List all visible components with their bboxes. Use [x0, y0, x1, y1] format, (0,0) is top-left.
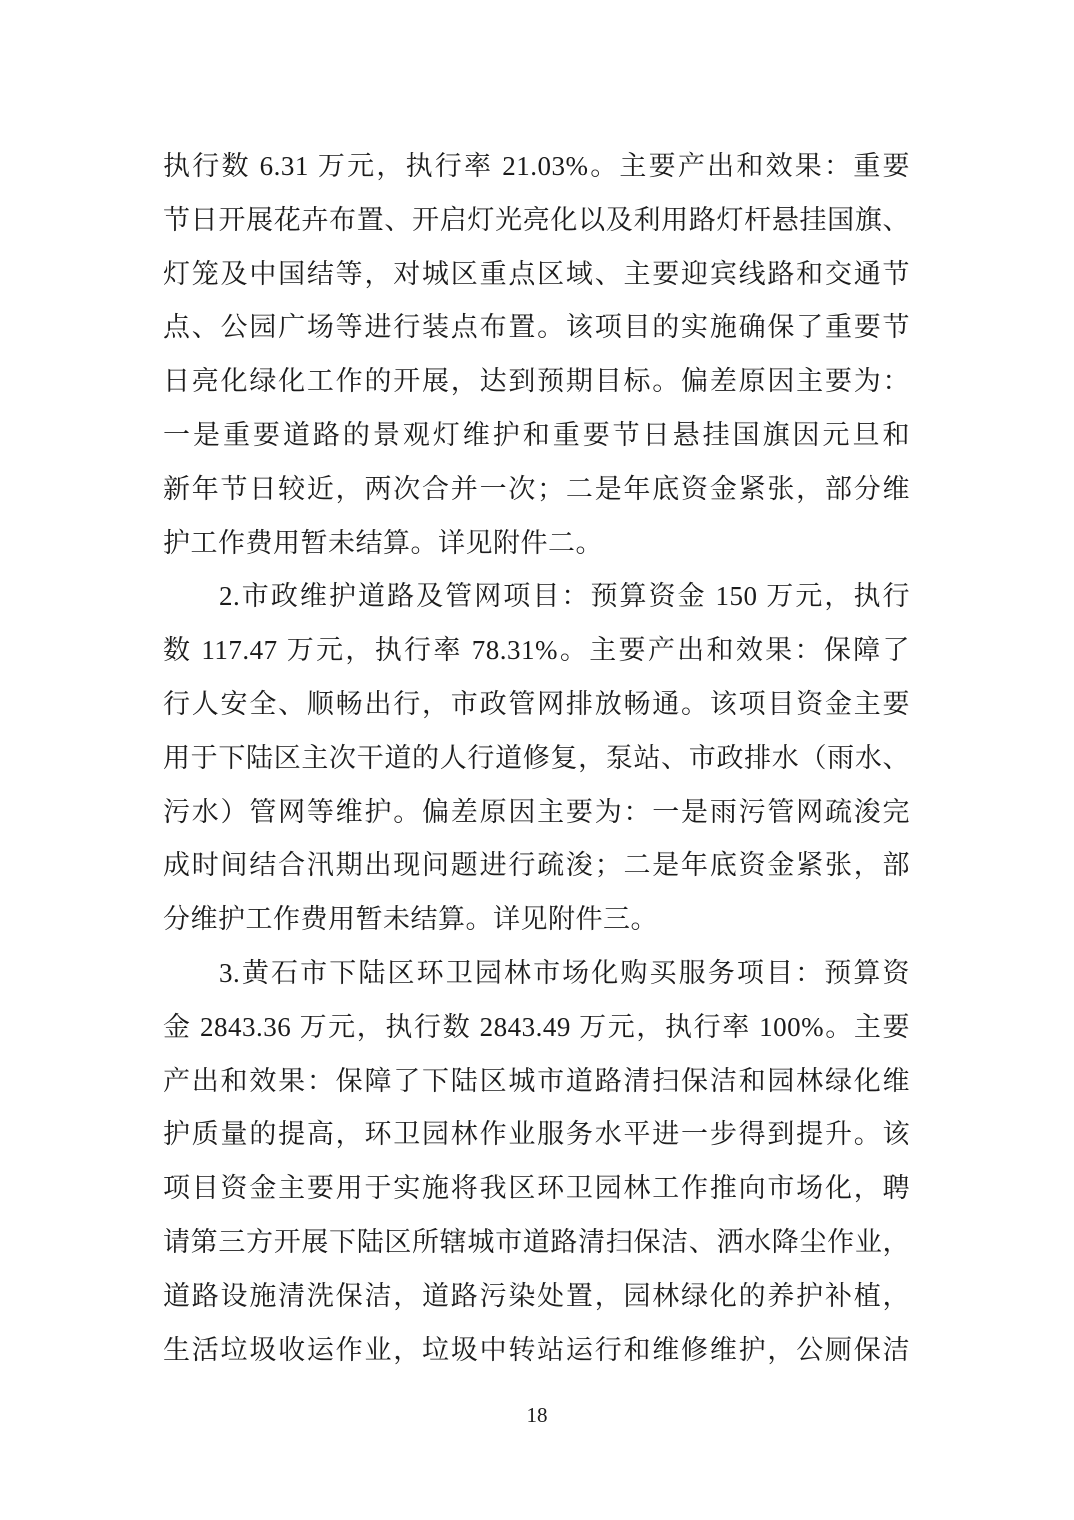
text-line: 用于下陆区主次干道的人行道修复，泵站、市政排水（雨水、	[163, 742, 910, 773]
text-line: 成时间结合汛期出现问题进行疏浚；二是年底资金紧张，部	[163, 850, 910, 881]
text-line: 3.黄石市下陆区环卫园林市场化购买服务项目：预算资	[219, 957, 910, 988]
paragraph	[163, 947, 910, 1377]
text-line: 行人安全、顺畅出行，市政管网排放畅通。该项目资金主要	[163, 688, 910, 719]
text-line: 产出和效果：保障了下陆区城市道路清扫保洁和园林绿化维	[163, 1065, 910, 1096]
text-line: 分维护工作费用暂未结算。详见附件三。	[163, 904, 658, 935]
text-line: 请第三方开展下陆区所辖城市道路清扫保洁、洒水降尘作业，	[163, 1226, 910, 1257]
text-line: 生活垃圾收运作业，垃圾中转站运行和维修维护，公厕保洁	[163, 1334, 910, 1365]
text-line: 护质量的提高，环卫园林作业服务水平进一步得到提升。该	[163, 1119, 910, 1150]
text-line: 点、公园广场等进行装点布置。该项目的实施确保了重要节	[163, 312, 910, 343]
text-line: 道路设施清洗保洁，道路污染处置，园林绿化的养护补植，	[163, 1280, 910, 1311]
text-line: 灯笼及中国结等，对城区重点区域、主要迎宾线路和交通节	[163, 258, 910, 289]
text-line: 金 2843.36 万元，执行数 2843.49 万元，执行率 100%。主要	[163, 1011, 910, 1042]
text-line: 污水）管网等维护。偏差原因主要为：一是雨污管网疏浚完	[163, 796, 910, 827]
paragraph	[163, 140, 910, 570]
text-line: 日亮化绿化工作的开展，达到预期目标。偏差原因主要为：	[163, 366, 910, 397]
text-line: 护工作费用暂未结算。详见附件二。	[163, 527, 603, 558]
text-line: 新年节日较近，两次合并一次；二是年底资金紧张，部分维	[163, 473, 910, 504]
page-number: 18	[526, 1403, 548, 1427]
text-line: 数 117.47 万元，执行率 78.31%。主要产出和效果：保障了	[163, 635, 910, 666]
paragraph	[163, 570, 910, 947]
text-line: 项目资金主要用于实施将我区环卫园林工作推向市场化，聘	[163, 1173, 910, 1204]
text-line: 节日开展花卉布置、开启灯光亮化以及利用路灯杆悬挂国旗、	[163, 204, 910, 235]
text-line: 2.市政维护道路及管网项目：预算资金 150 万元，执行	[219, 581, 910, 612]
text-line: 一是重要道路的景观灯维护和重要节日悬挂国旗因元旦和	[163, 419, 910, 450]
text-line: 执行数 6.31 万元，执行率 21.03%。主要产出和效果：重要	[163, 151, 910, 181]
text-block	[163, 140, 910, 1377]
